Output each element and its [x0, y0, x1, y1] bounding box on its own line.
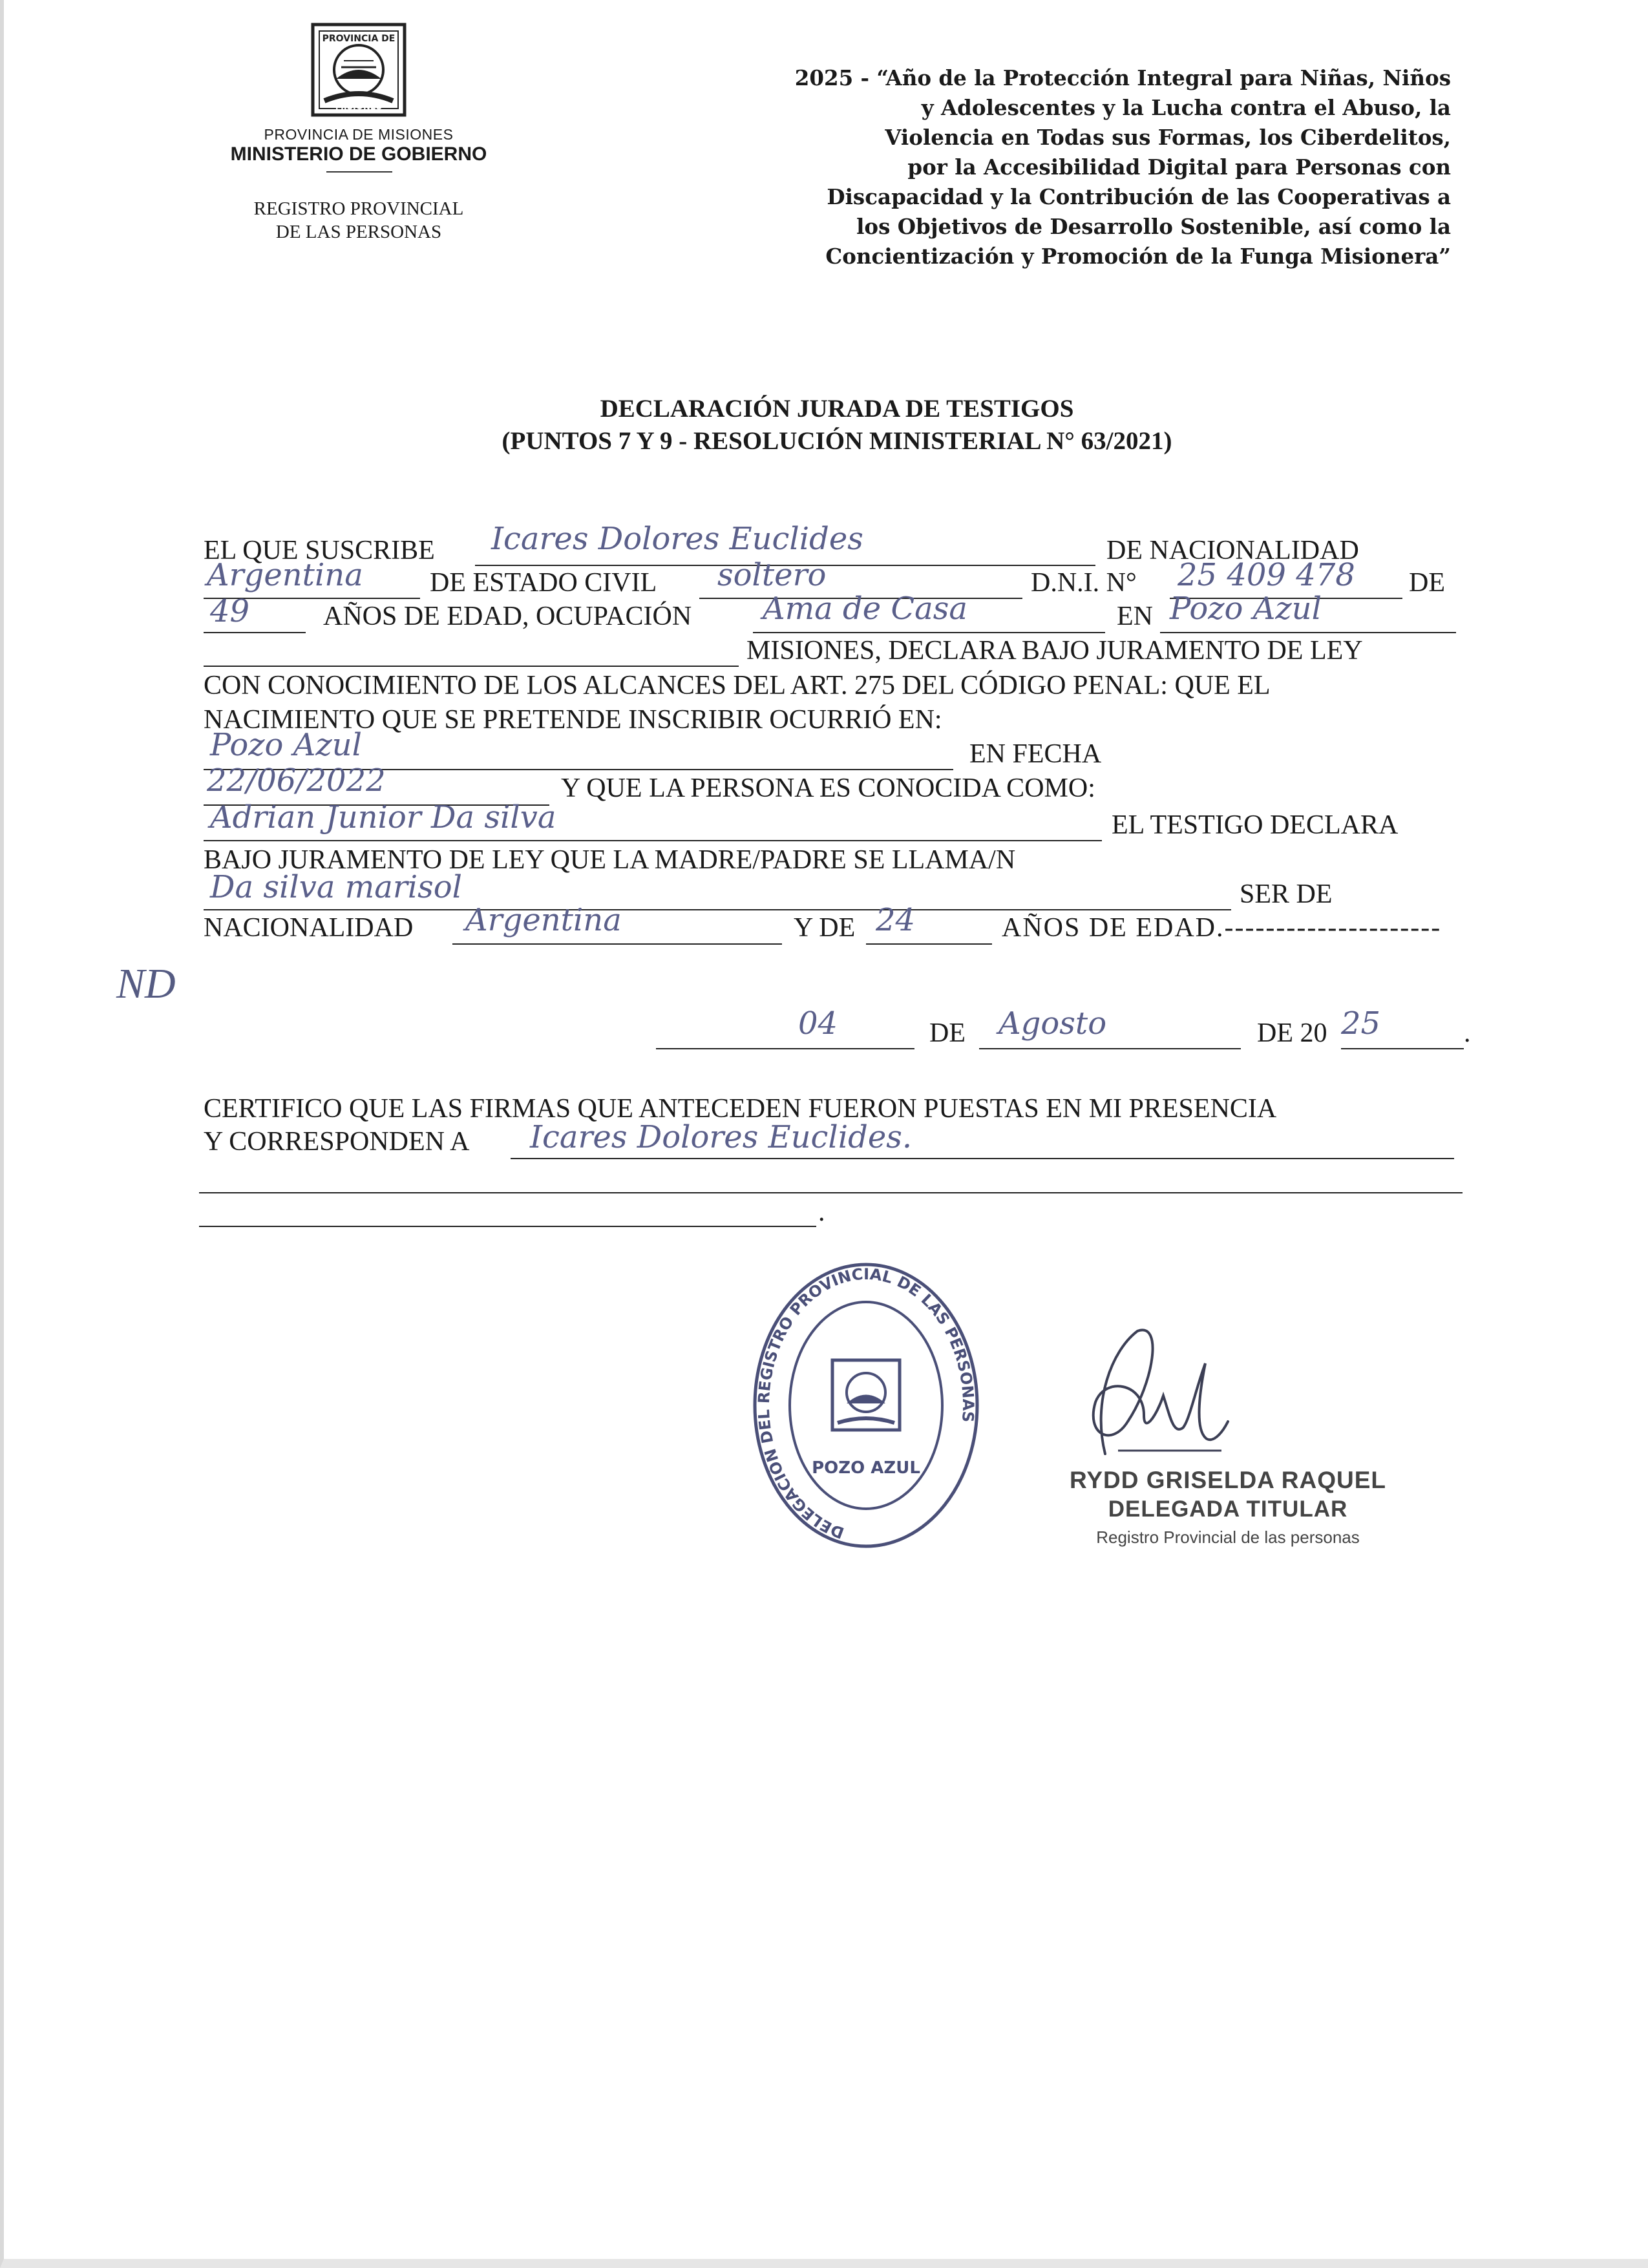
parent-name-field-line — [204, 909, 1231, 910]
province-crest-icon — [310, 22, 407, 118]
day-field-line — [656, 1048, 914, 1049]
label-testigo-declara: EL TESTIGO DECLARA — [1112, 810, 1399, 840]
locality-field-line — [1160, 632, 1456, 633]
handwritten-signature-icon — [1066, 1325, 1247, 1473]
label-de: DE — [1409, 568, 1445, 598]
parent-age-field-line — [866, 943, 992, 945]
age-handwritten: 49 — [210, 593, 250, 629]
label-madre-padre: BAJO JURAMENTO DE LEY QUE LA MADRE/PADRE SE LLAMA/N — [204, 845, 1016, 875]
cert-extra-line-1 — [199, 1192, 1463, 1193]
known-as-handwritten: Adrian Junior Da silva — [210, 799, 556, 835]
motto-line: Concientización y Promoción de la Funga Misionera” — [825, 244, 1451, 269]
signature-block — [1060, 1467, 1396, 1548]
occupation-handwritten: Ama de Casa — [763, 591, 968, 627]
year-suffix-handwritten: 25 — [1341, 1005, 1381, 1042]
label-conocimiento: CON CONOCIMIENTO DE LOS ALCANCES DEL ART. 275 DEL CÓDIGO PENAL: QUE EL — [204, 671, 1271, 700]
year-field-line — [1341, 1048, 1464, 1049]
label-en-fecha: EN FECHA — [969, 739, 1102, 769]
motto-line: Violencia en Todas sus Formas, los Ciberdelitos, — [885, 125, 1451, 150]
label-date-de: DE — [929, 1018, 966, 1048]
civil-status-handwritten: soltero — [717, 557, 827, 593]
label-certifico: CERTIFICO QUE LAS FIRMAS QUE ANTECEDEN FUERON PUESTAS EN MI PRESENCIA — [204, 1094, 1277, 1124]
signer-organization: Registro Provincial de las personas — [1096, 1528, 1360, 1547]
birth-date-handwritten: 22/06/2022 — [207, 762, 386, 799]
ministry-divider — [326, 171, 392, 173]
label-nacimiento: NACIMIENTO QUE SE PRETENDE INSCRIBIR OCURRIÓ EN: — [204, 705, 942, 735]
label-conocida-como: Y QUE LA PERSONA ES CONOCIDA COMO: — [561, 773, 1095, 803]
motto-line: los Objetivos de Desarrollo Sostenible, así como la — [856, 214, 1451, 239]
registry-line-2: DE LAS PERSONAS — [275, 222, 442, 242]
occupation-field-line — [753, 632, 1105, 633]
dni-handwritten: 25 409 478 — [1178, 557, 1355, 593]
motto-line: y Adolescentes y la Lucha contra el Abuso, la — [921, 95, 1451, 120]
registry-name — [213, 197, 504, 244]
title-line-2: (PUNTOS 7 Y 9 - RESOLUCIÓN MINISTERIAL N° 63/2021) — [502, 427, 1172, 455]
stamp-inner-text: POZO AZUL — [812, 1458, 920, 1478]
nationality-handwritten: Argentina — [207, 557, 363, 593]
label-el-que-suscribe: EL QUE SUSCRIBE — [204, 536, 435, 565]
signer-role: DELEGADA TITULAR — [1108, 1496, 1348, 1522]
parent-name-handwritten: Da silva marisol — [210, 869, 462, 905]
cert-extra-line-2 — [199, 1226, 816, 1227]
label-y-de: Y DE — [794, 913, 856, 943]
cert-period: . — [818, 1197, 825, 1227]
declarant-name-handwritten: Icares Dolores Euclides — [491, 521, 863, 557]
label-nacionalidad: NACIONALIDAD — [204, 913, 414, 943]
parent-nationality-field-line — [452, 943, 782, 945]
label-en: EN — [1117, 602, 1153, 631]
year-motto — [666, 63, 1451, 271]
label-de-nacionalidad: DE NACIONALIDAD — [1106, 536, 1359, 565]
month-handwritten: Agosto — [998, 1005, 1107, 1042]
parent-age-handwritten: 24 — [876, 902, 916, 938]
parent-nationality-handwritten: Argentina — [465, 902, 622, 938]
certified-name-handwritten: Icares Dolores Euclides. — [530, 1119, 913, 1155]
age-field-line — [204, 632, 306, 633]
label-misiones-declara: MISIONES, DECLARA BAJO JURAMENTO DE LEY — [746, 636, 1363, 666]
province-name: PROVINCIA DE MISIONES — [264, 126, 454, 143]
certified-name-field-line — [511, 1158, 1454, 1159]
locality-handwritten: Pozo Azul — [1170, 591, 1322, 627]
motto-line: Discapacidad y la Contribución de las Cooperativas a — [827, 184, 1451, 209]
crest-top-text: PROVINCIA DE — [322, 34, 396, 44]
motto-line: por la Accesibilidad Digital para Personas con — [907, 154, 1451, 180]
label-corresponden-a: Y CORRESPONDEN A — [204, 1127, 470, 1157]
label-date-year: DE 20 — [1257, 1018, 1327, 1048]
margin-initials-mark: ND — [116, 960, 176, 1007]
label-dni: D.N.I. N° — [1031, 568, 1137, 598]
motto-line: 2025 - “Año de la Protección Integral para Niñas, Niños — [794, 65, 1451, 90]
label-anos-de-edad: AÑOS DE EDAD.--------------------- — [1002, 913, 1442, 943]
ministry-name: MINISTERIO DE GOBIERNO — [230, 143, 487, 165]
label-anos-ocupacion: AÑOS DE EDAD, OCUPACIÓN — [323, 602, 692, 631]
registry-stamp-icon — [750, 1260, 982, 1551]
stamp-ring-text: DELEGACIÓN DEL REGISTRO PROVINCIAL DE LAS PERSONAS — [754, 1265, 978, 1542]
label-ser-de: SER DE — [1240, 879, 1333, 909]
title-line-1: DECLARACIÓN JURADA DE TESTIGOS — [600, 395, 1074, 423]
locality-extra-line — [204, 666, 739, 667]
registry-line-1: REGISTRO PROVINCIAL — [253, 198, 464, 219]
known-as-field-line — [204, 840, 1102, 841]
svg-text:DELEGACIÓN DEL REGISTRO PROVIN — [755, 1265, 977, 1542]
label-estado-civil: DE ESTADO CIVIL — [430, 568, 657, 598]
date-period: . — [1464, 1018, 1471, 1048]
day-handwritten: 04 — [798, 1005, 838, 1042]
crest-bottom-text: MISIONES — [335, 102, 383, 112]
signer-name: RYDD GRISELDA RAQUEL — [1069, 1467, 1387, 1493]
document-title — [194, 393, 1480, 457]
birth-place-handwritten: Pozo Azul — [210, 727, 362, 763]
month-field-line — [979, 1048, 1241, 1049]
